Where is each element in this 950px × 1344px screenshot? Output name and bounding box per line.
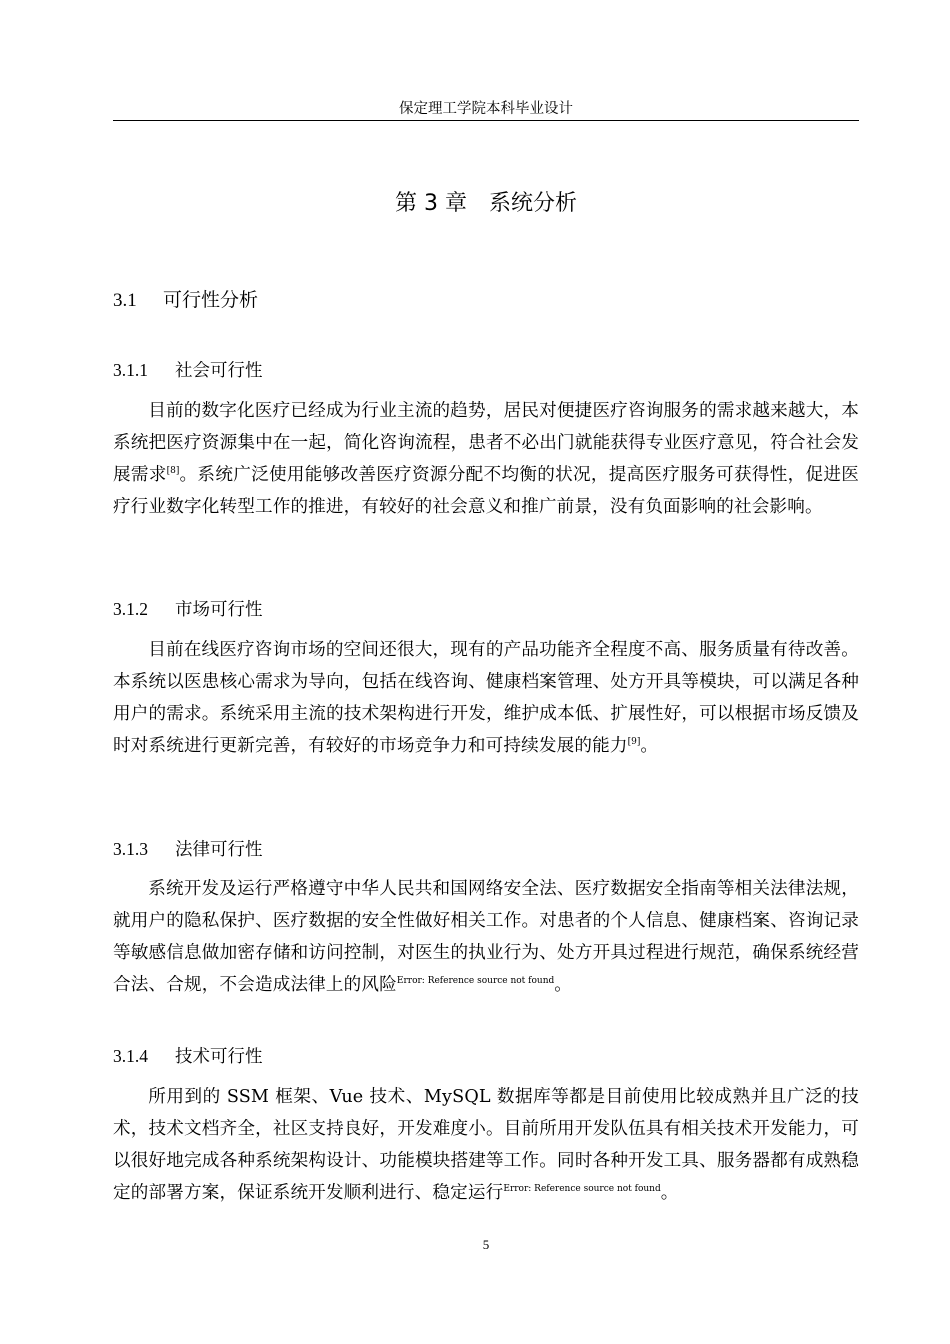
subsection-number: 3.1.3	[113, 839, 148, 859]
subsection-heading-3-1-1	[113, 359, 263, 382]
page-number: 5	[482, 1237, 490, 1252]
page-footer	[113, 1237, 859, 1253]
paragraph-text: 目前在线医疗咨询市场的空间还很大，现有的产品功能齐全程度不高、服务质量有待改善。本系统以医患核心需求为导向，包括在线咨询、健康档案管理、处方开具等模块，可以满足各种用户的需求。系统采用主流的技术架构进行开发，维护成本低、扩展性好，可以根据市场反馈及时对系统进行更新完善，有较好的市场竞争力和可持续发展的能力	[113, 640, 859, 756]
section-number: 3.1	[113, 290, 137, 311]
citation-ref: [9]	[627, 737, 641, 747]
chapter-number: 第 3 章	[395, 191, 467, 216]
subsection-number: 3.1.1	[113, 360, 148, 380]
paragraph-text: 所用到的 SSM 框架、Vue 技术、MySQL 数据库等都是目前使用比较成熟并且广泛的技术，技术文档齐全，社区支持良好，开发难度小。目前所用开发队伍具有相关技术开发能力，可以很好地完成各种系统架构设计、功能模块搭建等工作。同时各种开发工具、服务器都有成熟稳定的部署方案，保证系统开发顺利进行、稳定运行	[113, 1087, 859, 1203]
header-title: 保定理工学院本科毕业设计	[399, 101, 573, 117]
paragraph-text: 系统开发及运行严格遵守中华人民共和国网络安全法、医疗数据安全指南等相关法律法规，就用户的隐私保护、医疗数据的安全性做好相关工作。对患者的个人信息、健康档案、咨询记录等敏感信息做加密存储和访问控制，对医生的执业行为、处方开具过程进行规范，确保系统经营合法、合规，不会造成法律上的风险	[113, 879, 859, 995]
paragraph-social-feasibility	[113, 395, 859, 523]
subsection-number: 3.1.2	[113, 599, 148, 619]
section-heading-3-1	[113, 288, 258, 313]
paragraph-text: 。	[554, 975, 573, 995]
paragraph-market-feasibility	[113, 634, 859, 762]
subsection-heading-3-1-4	[113, 1045, 263, 1068]
subsection-number: 3.1.4	[113, 1046, 148, 1066]
paragraph-text: 目前的数字化医疗已经成为行业主流的趋势，居民对便捷医疗咨询服务的需求越来越大，本系统把医疗资源集中在一起，简化咨询流程，患者不必出门就能获得专业医疗意见，符合社会发展需求	[113, 401, 859, 485]
chapter-name: 系统分析	[488, 191, 577, 216]
citation-error-ref: Error: Reference source not found	[396, 976, 555, 986]
subsection-heading-3-1-2	[113, 598, 263, 621]
paragraph-text: 。系统广泛使用能够改善医疗资源分配不均衡的状况，提高医疗服务可获得性，促进医疗行业数字化转型工作的推进，有较好的社会意义和推广前景，没有负面影响的社会影响。	[113, 465, 859, 517]
subsection-title: 技术可行性	[175, 1047, 263, 1067]
page-header	[113, 100, 859, 121]
paragraph-legal-feasibility	[113, 873, 859, 1001]
chapter-title	[113, 190, 859, 218]
section-title: 可行性分析	[163, 289, 259, 311]
subsection-title: 市场可行性	[175, 600, 263, 620]
subsection-title: 社会可行性	[175, 361, 263, 381]
citation-error-ref: Error: Reference source not found	[503, 1184, 661, 1194]
subsection-title: 法律可行性	[175, 840, 263, 860]
citation-ref: [8]	[166, 466, 180, 476]
paragraph-text: 。	[640, 736, 659, 756]
paragraph-text: 。	[660, 1183, 679, 1203]
subsection-heading-3-1-3	[113, 838, 263, 861]
paragraph-technical-feasibility	[113, 1081, 859, 1209]
